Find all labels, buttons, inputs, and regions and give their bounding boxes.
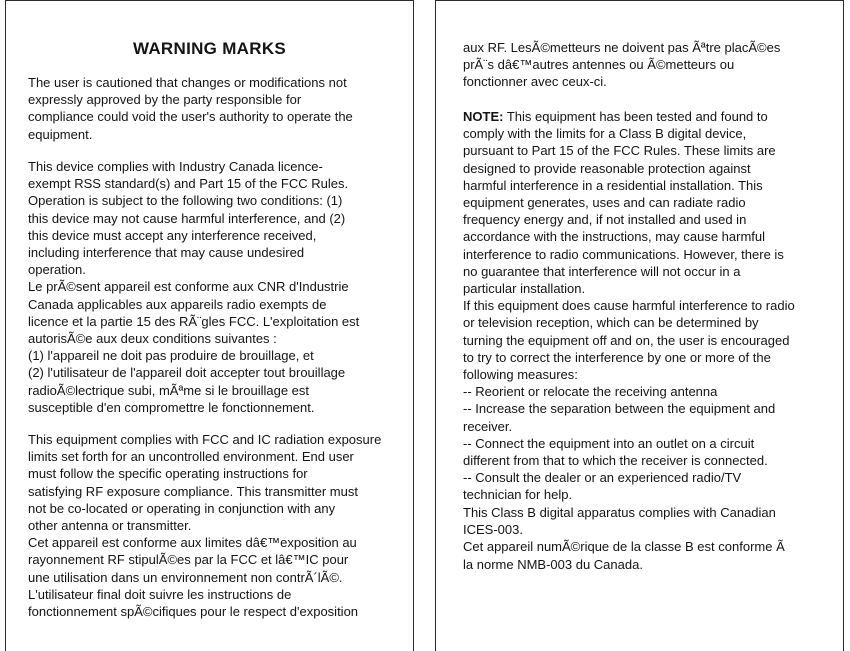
industry-canada-paragraph: This device complies with Industry Canada licence- exempt RSS standard(s) and Part 15 of the FCC Rules. Operation is subject to the following two conditions: (1) this device may not cause harmful interference, and (2) this device must accept any interference received, including interference that may cause undesired operation. Le prÃ©sent appareil est conforme aux CNR d'Industrie Canada applicables aux appareils radio exempts de licence et la partie 15 des RÃ¨gles FCC. L'exploitation est autorisÃ©e aux deux conditions suivantes : (1) l'appareil ne doit pas produire de brouillage, et (2) l'utilisateur de l'appareil doit accepter tout brouillage radioÃ©lectrique subi, mÃªme si le brouillage est susceptible d'en compromettre le fonctionnement.	[28, 159, 360, 415]
note-body: This equipment has been tested and found to comply with the limits for a Class B digital device, pursuant to Part 15 of the FCC Rules. These limits are designed to provide reasonable protection against harmful interference in a residential installation. This equipment generates, uses and can radiate radio frequency energy and, if not installed and used in accordance with the instructions, may cause harmful interference to radio communications. However, there is no guarantee that interference will not occur in a particular installation. If this equipment does cause harmful interference to radio or television reception, which can be determined by turning the equipment off and on, the user is encouraged to try to correct the interference by one or more of the following measures: -- Reorient or relocate the receiving antenna -- Increase the separation between the equipment and receiver. -- Connect the equipment into an outlet on a circuit different from that to which the receiver is connected. -- Consult the dealer or an experienced radio/TV technician for help.	[463, 109, 795, 503]
rf-exposure-paragraph: This equipment complies with FCC and IC radiation exposure limits set forth for an uncontrolled environment. End user must follow the specific operating instructions for satisfying RF exposure compliance. This transmitter must not be co-located or operating in conjunction with any other antenna or transmitter. Cet appareil est conforme aux limites dâ€™exposition au rayonnement RF stipulÃ©es par la FCC et lâ€™IC pour une utilisation dans un environnement non contrÃ´lÃ©. L'utilisateur final doit suivre les instructions de fonctionnement spÃ©cifiques pour le respect d'exposition	[28, 432, 382, 620]
right-page	[435, 0, 844, 651]
note-label: NOTE:	[463, 109, 504, 124]
modification-warning-paragraph: The user is cautioned that changes or modifications not expressly approved by the party responsible for compliance could void the user's authority to operate the equipment.	[28, 75, 353, 142]
left-page	[5, 0, 414, 651]
ices-compliance-paragraph: This Class B digital apparatus complies with Canadian ICES-003. Cet appareil numÃ©rique de la classe B est conforme Ã la norme NMB-003 du Canada.	[463, 505, 785, 572]
rf-exposure-continued-paragraph: aux RF. LesÃ©metteurs ne doivent pas Ãªtre placÃ©es prÃ¨s dâ€™autres antennes ou Ã©metteurs ou fonctionner avec ceux-ci.	[463, 40, 781, 90]
fcc-note-paragraph	[463, 108, 838, 504]
page-title: WARNING MARKS	[132, 39, 287, 58]
